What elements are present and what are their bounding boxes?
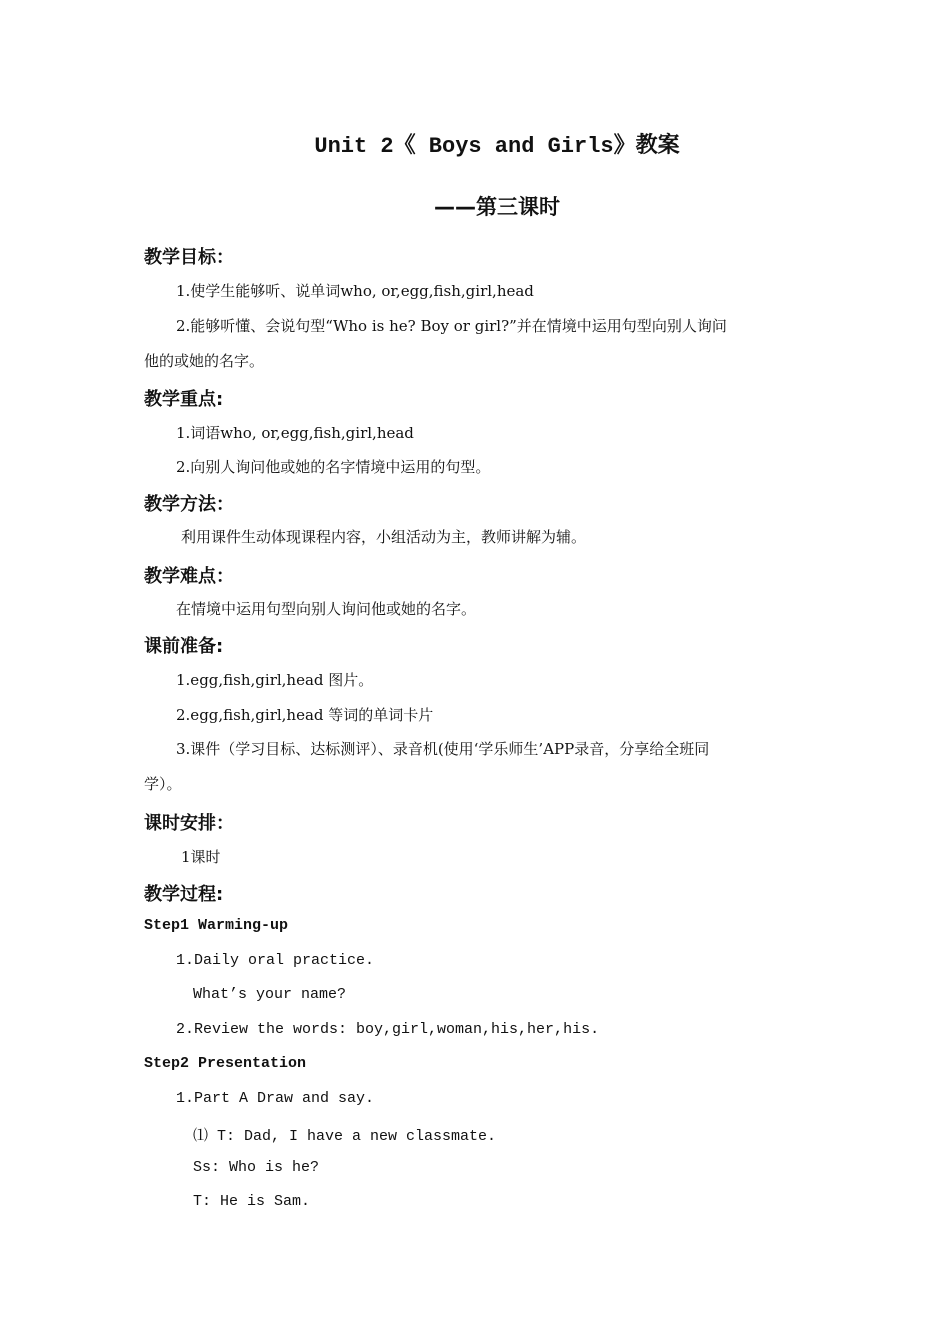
- objective-item-2-line-2: 他的或她的名字。: [144, 352, 265, 370]
- key-point-item-2: 2.向别人询问他或她的名字情境中运用的句型。: [176, 458, 491, 476]
- step1-title: Step1 Warming-up: [144, 917, 289, 934]
- section-heading-difficulties: 教学难点：: [144, 566, 234, 587]
- section-heading-preparation: 课前准备:: [144, 636, 224, 657]
- step1-item-1: 1.Daily oral practice.: [176, 952, 375, 969]
- key-point-item-1: 1.词语who, or,egg,fish,girl,head: [176, 424, 414, 442]
- step2-dialogue-line-3: T: He is Sam.: [193, 1193, 311, 1210]
- section-heading-objectives: 教学目标：: [144, 247, 234, 268]
- objective-item-2-line-1: 2.能够听懂、会说句型“Who is he? Boy or girl?”并在情境中运用句型向别人询问: [176, 317, 727, 335]
- section-heading-key-points: 教学重点:: [144, 389, 224, 410]
- document-title: Unit 2《 Boys and Girls》教案: [314, 134, 680, 159]
- preparation-item-1: 1.egg,fish,girl,head 图片。: [176, 671, 374, 689]
- difficulties-text: 在情境中运用句型向别人询问他或她的名字。: [176, 600, 477, 618]
- section-heading-schedule: 课时安排：: [144, 813, 234, 834]
- step2-title: Step2 Presentation: [144, 1055, 307, 1072]
- preparation-item-3-line-1: 3.课件（学习目标、达标测评）、录音机(使用‘学乐师生’APP录音，分享给全班同: [176, 740, 710, 758]
- step1-item-1-sub: What’s your name?: [193, 986, 347, 1003]
- objective-item-1: 1.使学生能够听、说单词who, or,egg,fish,girl,head: [176, 282, 534, 300]
- step1-item-2: 2.Review the words: boy,girl,woman,his,her,his.: [176, 1021, 600, 1038]
- step2-item-1: 1.Part A Draw and say.: [176, 1090, 375, 1107]
- document-subtitle: ——第三课时: [434, 195, 560, 219]
- schedule-text: 1课时: [181, 848, 221, 866]
- methods-text: 利用课件生动体现课程内容，小组活动为主，教师讲解为辅。: [181, 528, 587, 546]
- preparation-item-3-line-2: 学）。: [144, 775, 182, 793]
- section-heading-process: 教学过程:: [144, 884, 224, 905]
- step2-dialogue-line-1: ⑴ T: Dad, I have a new classmate.: [193, 1128, 497, 1145]
- preparation-item-2: 2.egg,fish,girl,head 等词的单词卡片: [176, 706, 434, 724]
- step2-dialogue-line-2: Ss: Who is he?: [193, 1159, 320, 1176]
- section-heading-methods: 教学方法：: [144, 494, 234, 515]
